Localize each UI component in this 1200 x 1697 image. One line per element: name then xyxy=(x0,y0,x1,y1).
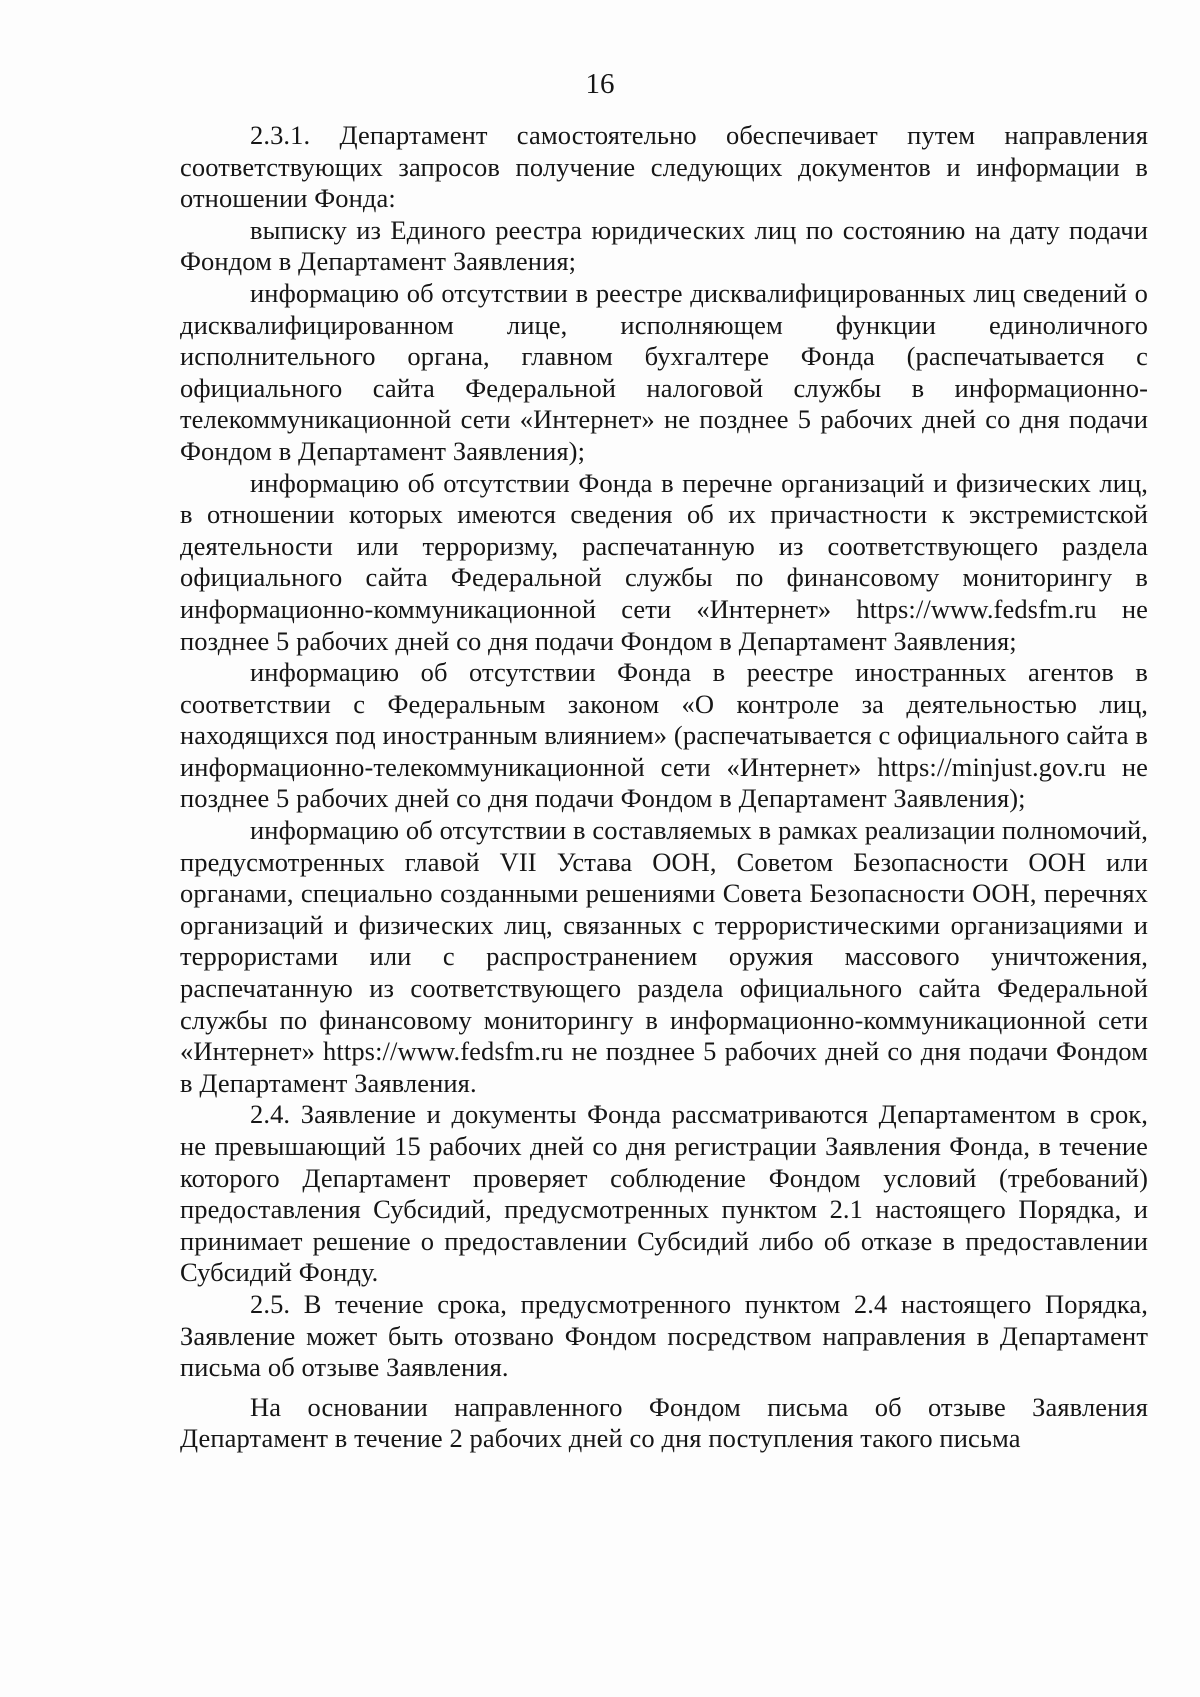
paragraph-disqualified-persons: информацию об отсутствии в реестре дисквалифицированных лиц сведений о дисквалифицированном лице, исполняющем функции единоличного исполнительного органа, главном бухгалтере Фонда (распечатывается с официального сайта Федеральной налоговой службы в информационно-телекоммуникационной сети «Интернет» не позднее 5 рабочих дней со дня подачи Фондом в Департамент Заявления); xyxy=(180,277,1148,466)
paragraph-2-4: 2.4. Заявление и документы Фонда рассматриваются Департаментом в срок, не превышающий 15 рабочих дней со дня регистрации Заявления Фонда, в течение которого Департамент проверяет соблюдение Фондом условий (требований) предоставления Субсидий, предусмотренных пунктом 2.1 настоящего Порядка, и принимает решение о предоставлении Субсидий либо об отказе в предоставлении Субсидий Фонду. xyxy=(180,1099,1148,1288)
paragraph-egrul-extract: выписку из Единого реестра юридических лиц по состоянию на дату подачи Фондом в Департамент Заявления; xyxy=(180,214,1148,277)
paragraph-un-lists: информацию об отсутствии в составляемых в рамках реализации полномочий, предусмотренных главой VII Устава ООН, Советом Безопасности ООН или органами, специально созданными решениями Совета Безопасности ООН, перечнях организаций и физических лиц, связанных с террористическими организациями и террористами или с распространением оружия массового уничтожения, распечатанную из соответствующего раздела официального сайта Федеральной службы по финансовому мониторингу в информационно-коммуникационной сети «Интернет» https://www.fedsfm.ru не позднее 5 рабочих дней со дня подачи Фондом в Департамент Заявления. xyxy=(180,815,1148,1098)
paragraph-2-3-1: 2.3.1. Департамент самостоятельно обеспечивает путем направления соответствующих запросов получение следующих документов и информации в отношении Фонда: xyxy=(180,120,1148,214)
page-number: 16 xyxy=(585,68,615,100)
paragraph-withdrawal: На основании направленного Фондом письма об отзыве Заявления Департамент в течение 2 рабочих дней со дня поступления такого письма xyxy=(180,1391,1148,1454)
document-body xyxy=(180,120,1148,1455)
paragraph-2-5: 2.5. В течение срока, предусмотренного пунктом 2.4 настоящего Порядка, Заявление может быть отозвано Фондом посредством направления в Департамент письма об отзыве Заявления. xyxy=(180,1288,1148,1383)
paragraph-extremism-list: информацию об отсутствии Фонда в перечне организаций и физических лиц, в отношении которых имеются сведения об их причастности к экстремистской деятельности или терроризму, распечатанную из соответствующего раздела официального сайта Федеральной службы по финансовому мониторингу в информационно-коммуникационной сети «Интернет» https://www.fedsfm.ru не позднее 5 рабочих дней со дня подачи Фондом в Департамент Заявления; xyxy=(180,467,1148,656)
paragraph-foreign-agents: информацию об отсутствии Фонда в реестре иностранных агентов в соответствии с Федеральным законом «О контроле за деятельностью лиц, находящихся под иностранным влиянием» (распечатывается с официального сайта в информационно-телекоммуникационной сети «Интернет» https://minjust.gov.ru не позднее 5 рабочих дней со дня подачи Фондом в Департамент Заявления); xyxy=(180,657,1148,814)
